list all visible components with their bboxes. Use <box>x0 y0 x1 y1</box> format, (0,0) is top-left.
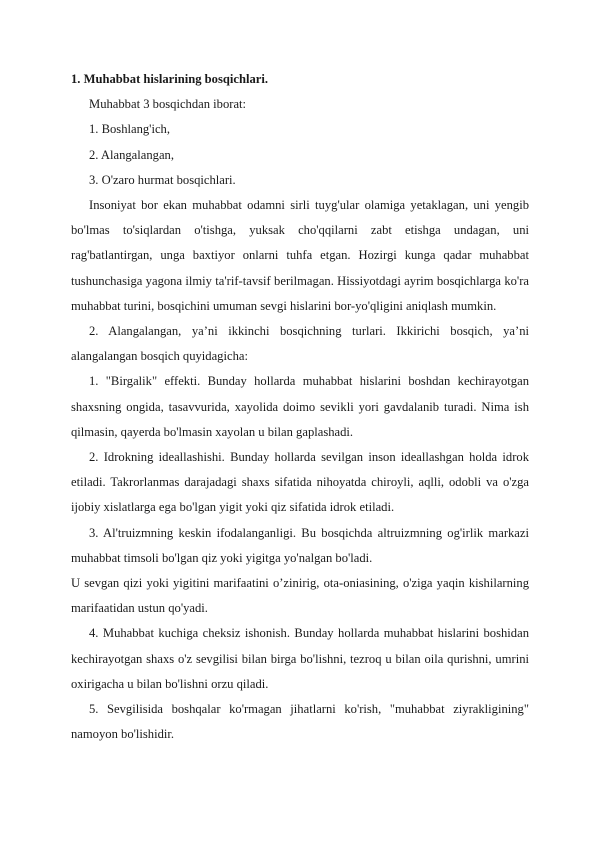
paragraph-item-1: 1. "Birgalik" effekti. Bunday hollarda muhabbat hislarini boshdan kechirayotgan shaxsning ongida, tasavvurida, xayolida doimo sevikli yori gavdalanib turadi. Nima ish qilmasin, qayerda bo'lmasin xayolan u bilan gaplashadi. <box>71 374 529 439</box>
paragraph-second-stage: 2. Alangalangan, ya’ni ikkinchi bosqichning turlari. Ikkirichi bosqich, ya’ni alangalangan bosqich quyidagicha: <box>71 324 529 364</box>
paragraph-definition: Insoniyat bor ekan muhabbat odamni sirli tuyg'ular olamiga yetaklagan, uni yengib bo'lmas to'siqlardan o'tishga, yuksak cho'qqilarni zabt etishga undagan, uni rag'batlantirgan, unga baxtiyor onlarni tuhfa etgan. Hozirgi kunga qadar muhabbat tushunchasiga yagona ilmiy ta'rif-tavsif berilmagan. Hissiyotdagi ayrim bosqichlarga ko'ra muhabbat turini, bosqichini umuman sevgi hislarini bor-yo'qligini aniqlash mumkin. <box>71 198 529 313</box>
paragraph-stage-1: 1. Boshlang'ich, <box>89 122 170 137</box>
document-body <box>71 67 529 747</box>
paragraph-item-5: 5. Sevgilisida boshqalar ko'rmagan jihatlarni ko'rish, "muhabbat ziyrakligining" namoyon bo'lishidir. <box>71 702 529 742</box>
paragraph-item-3-continued: U sevgan qizi yoki yigitini marifaatini o’zinirig, ota-oniasining, o'ziga yaqin kishilarning marifaatidan ustun qo'yadi. <box>71 576 529 616</box>
section-heading: 1. Muhabbat hislarining bosqichlari. <box>71 72 269 86</box>
paragraph-item-2: 2. Idrokning ideallashishi. Bunday hollarda sevilgan inson ideallashgan holda idrok etiladi. Takrorlanmas darajadagi shaxs sifatida nihoyatda chiroyli, aqlli, odobli va o'zga ijobiy xislatlarga ega bo'lgan yigit yoki qiz sifatida idrok etiladi. <box>71 450 529 515</box>
paragraph-intro: Muhabbat 3 bosqichdan iborat: <box>89 97 247 112</box>
paragraph-item-3: 3. Al'truizmning keskin ifodalanganligi. Bu bosqichda altruizmning og'irlik markazi muhabbat timsoli bo'lgan qiz yoki yigitga yo'nalgan bo'ladi. <box>71 525 529 565</box>
paragraph-item-4: 4. Muhabbat kuchiga cheksiz ishonish. Bunday hollarda muhabbat hislarini boshidan kechirayotgan shaxs o'z sevgilisi bilan birga bo'lishni, tezroq u bilan oila qurishni, umrini oxirigacha u bilan bo'lishni orzu qiladi. <box>71 626 529 691</box>
paragraph-stage-2: 2. Alangalangan, <box>89 147 174 162</box>
paragraph-stage-3: 3. O'zaro hurmat bosqichlari. <box>89 172 236 187</box>
